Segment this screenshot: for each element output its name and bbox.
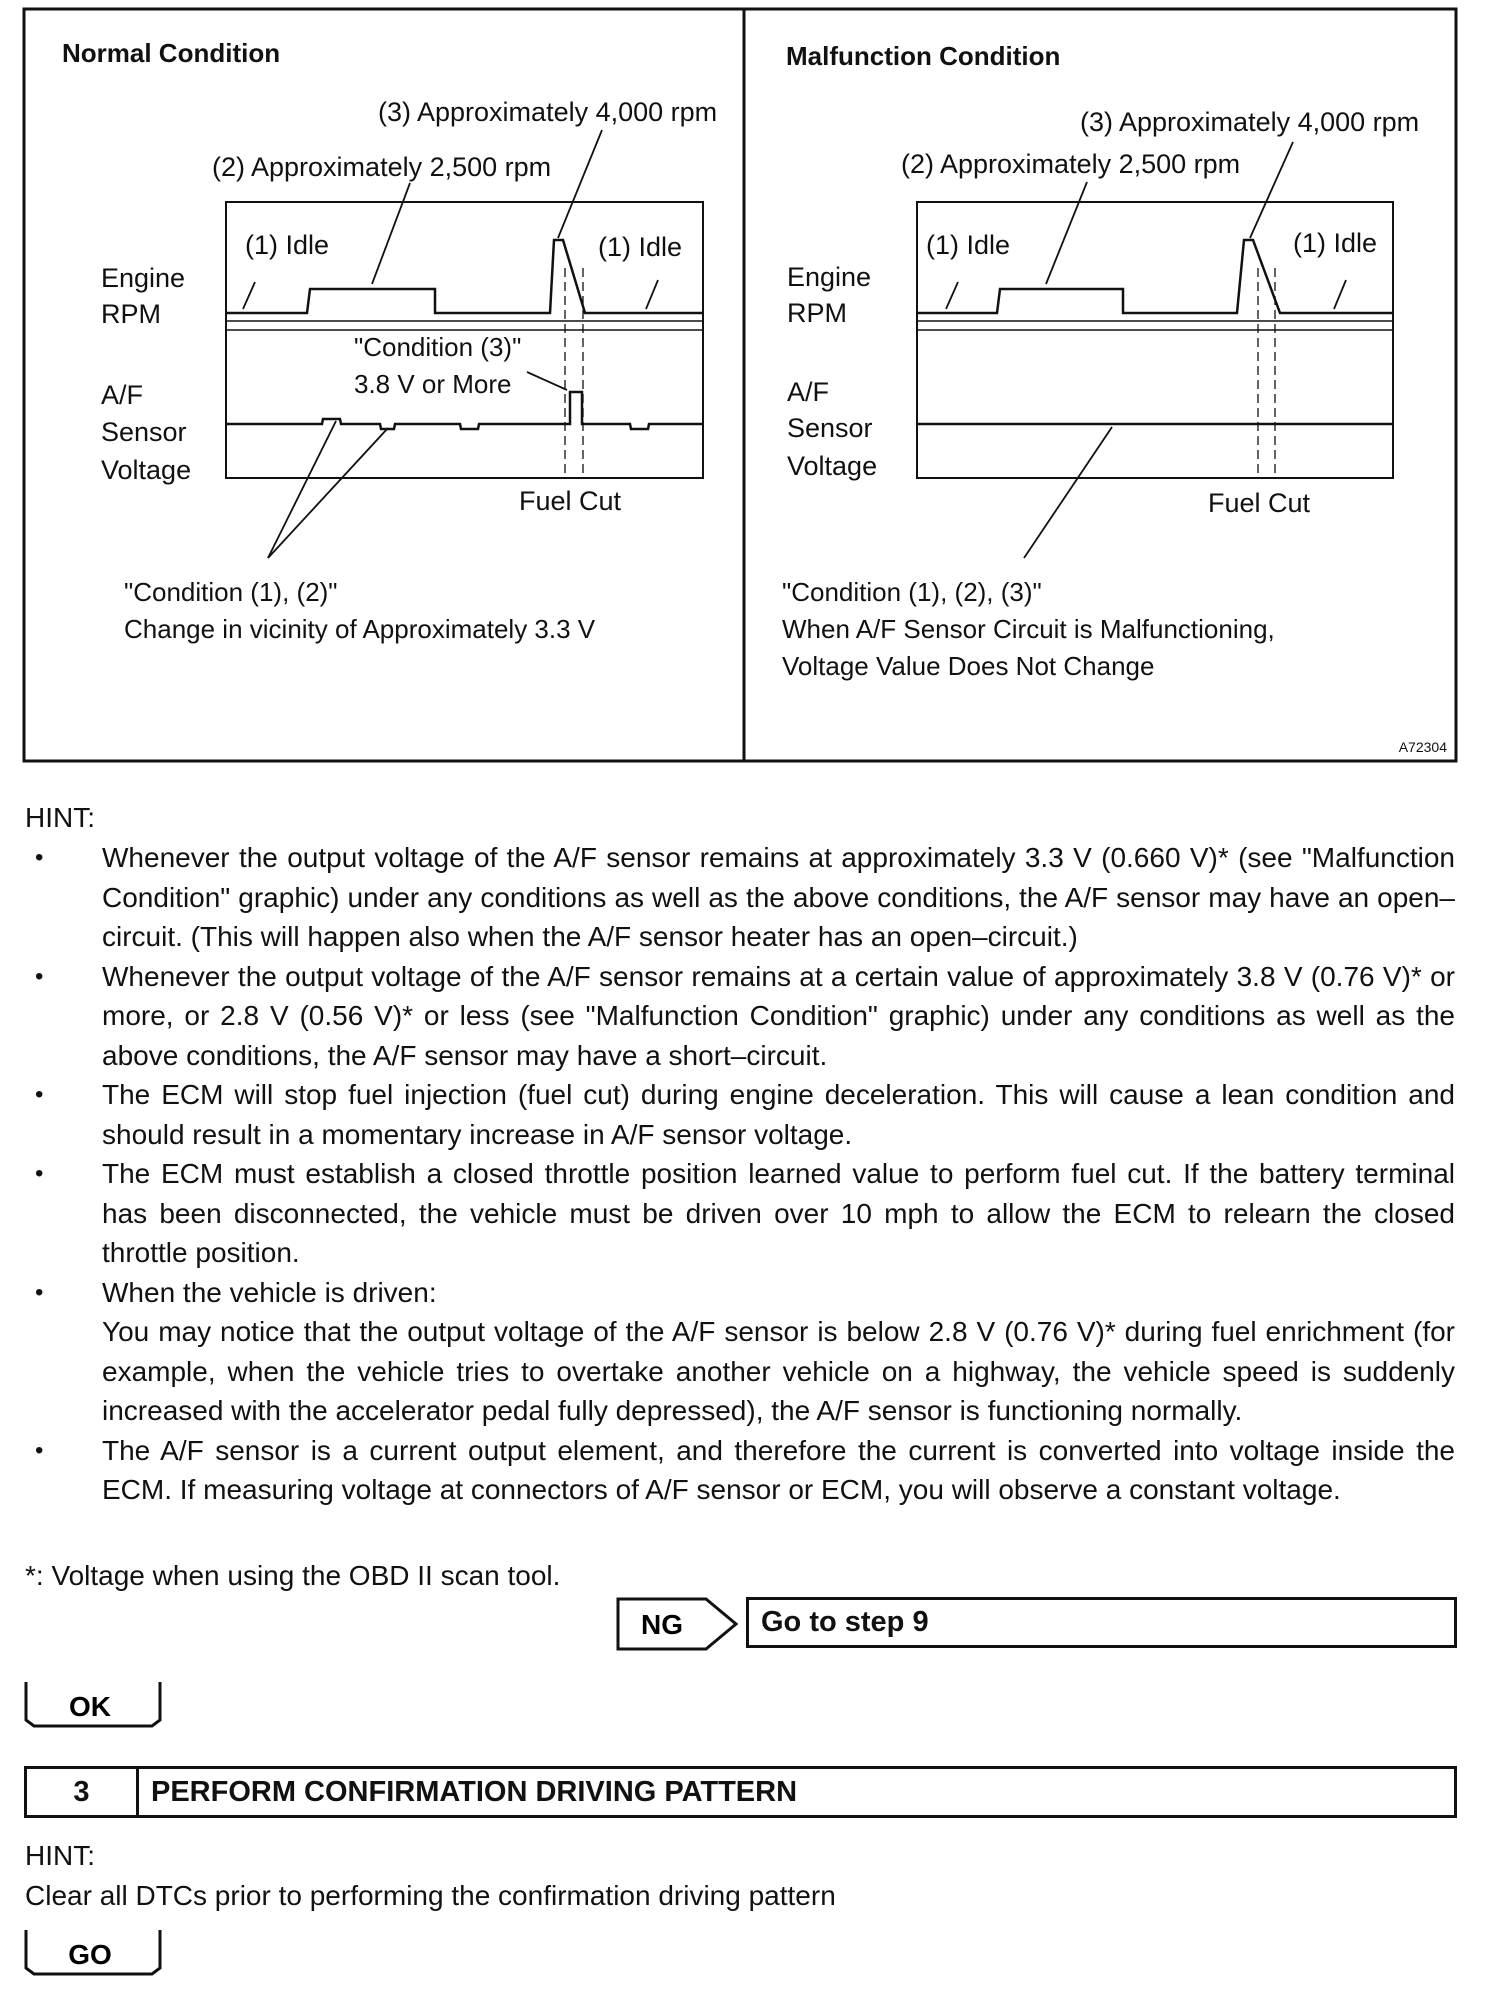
- go-to-step-9-label: Go to step 9: [761, 1606, 929, 1638]
- step-title: PERFORM CONFIRMATION DRIVING PATTERN: [151, 1776, 798, 1808]
- bullet-5-heading: • When the vehicle is driven:: [102, 1276, 437, 1308]
- normal-engine-label-2: RPM: [101, 299, 161, 329]
- hint-label: HINT:: [25, 802, 95, 833]
- ng-arrow-tag[interactable]: [616, 1597, 740, 1651]
- normal-engine-label-1: Engine: [101, 263, 186, 293]
- normal-condition-panel: [62, 38, 717, 644]
- bullet-5-body: You may notice that the output voltage of the A/F sensor is below 2.8 V (0.76 V)* during fuel enrichment (for example, when the vehicle tries to overtake another vehicle on a highway, the vehicle speed is suddenly increased with the accelerator pedal fully depressed), the A/F sensor is functioning normally.: [102, 1316, 1455, 1426]
- ng-label: NG: [641, 1609, 683, 1640]
- hint-2-text: Clear all DTCs prior to performing the confirmation driving pattern: [25, 1880, 836, 1911]
- normal-cond3-line2: 3.8 V or More: [354, 369, 512, 399]
- hint-bullet: • The ECM must establish a closed throttle position learned value to perform fuel cut. If the battery terminal has been disconnected, the vehicle must be driven over 10 mph to allow the ECM to relearn the closed throttle position.: [25, 1154, 1455, 1273]
- ok-label: OK: [69, 1691, 111, 1722]
- normal-af-label-3: Voltage: [101, 455, 192, 485]
- hint-bullet: • The ECM will stop fuel injection (fuel cut) during engine deceleration. This will cause a lean condition and should result in a momentary increase in A/F sensor voltage.: [25, 1075, 1455, 1154]
- hint-bullet: • The A/F sensor is a current output element, and therefore the current is converted into voltage inside the ECM. If measuring voltage at connectors of A/F sensor or ECM, you will observe a constant voltage.: [25, 1431, 1455, 1510]
- normal-fuel-cut: Fuel Cut: [519, 486, 622, 516]
- malfunction-cond-line3: Voltage Value Does Not Change: [782, 651, 1155, 681]
- normal-af-label-2: Sensor: [101, 417, 187, 447]
- hint-2-label: HINT:: [25, 1840, 95, 1871]
- malfunction-idle-right: (1) Idle: [1293, 228, 1378, 258]
- normal-cond12-line1: "Condition (1), (2)": [124, 577, 338, 607]
- figure-id: A72304: [1398, 739, 1447, 755]
- malfunction-cond-line1: "Condition (1), (2), (3)": [782, 577, 1042, 607]
- normal-label-2500: (2) Approximately 2,500 rpm: [212, 152, 552, 182]
- hint-bullet: • Whenever the output voltage of the A/F sensor remains at a certain value of approximately 3.8 V (0.76 V)* or more, or 2.8 V (0.56 V)* or less (see "Malfunction Condition" graphic) under any conditions as well as the above conditions, the A/F sensor may have a short–circuit.: [25, 957, 1455, 1076]
- malfunction-title: Malfunction Condition: [786, 41, 1061, 71]
- footnote: *: Voltage when using the OBD II scan tool.: [25, 1560, 561, 1591]
- malfunction-condition-panel: [782, 41, 1419, 681]
- go-tag[interactable]: [24, 1928, 162, 1976]
- normal-af-label-1: A/F: [101, 380, 144, 410]
- hint-bullet-list: [25, 838, 1455, 1510]
- malfunction-cond-line2: When A/F Sensor Circuit is Malfunctioning,: [782, 614, 1275, 644]
- step-number: 3: [73, 1776, 90, 1808]
- malfunction-af-label-2: Sensor: [787, 413, 873, 443]
- malfunction-fuel-cut: Fuel Cut: [1208, 488, 1311, 518]
- normal-cond12-line2: Change in vicinity of Approximately 3.3 V: [124, 614, 596, 644]
- normal-label-4000: (3) Approximately 4,000 rpm: [378, 97, 718, 127]
- malfunction-af-label-3: Voltage: [787, 451, 878, 481]
- malfunction-af-label-1: A/F: [787, 377, 830, 407]
- normal-idle-left: (1) Idle: [245, 230, 330, 260]
- malfunction-label-4000: (3) Approximately 4,000 rpm: [1080, 107, 1420, 137]
- step-number-divider: [136, 1769, 139, 1815]
- hint-bullet: [25, 1273, 1455, 1431]
- normal-idle-right: (1) Idle: [598, 232, 683, 262]
- malfunction-engine-label-2: RPM: [787, 298, 847, 328]
- normal-cond3-line1: "Condition (3)": [354, 332, 522, 362]
- hint-bullet: • Whenever the output voltage of the A/F sensor remains at approximately 3.3 V (0.660 V)* (see "Malfunction Condition" graphic) under any conditions as well as the above conditions, the A/F sensor may have an open–circuit. (This will happen also when the A/F sensor heater has an open–circuit.): [25, 838, 1455, 957]
- malfunction-idle-left: (1) Idle: [926, 230, 1011, 260]
- malfunction-engine-label-1: Engine: [787, 262, 872, 292]
- step-header: [24, 1766, 1457, 1818]
- go-label: GO: [68, 1939, 112, 1970]
- waveform-figure: [0, 0, 1504, 770]
- go-to-step-9-link[interactable]: [746, 1597, 1457, 1648]
- normal-title: Normal Condition: [62, 38, 281, 68]
- ok-tag[interactable]: [24, 1680, 162, 1728]
- malfunction-label-2500: (2) Approximately 2,500 rpm: [901, 149, 1241, 179]
